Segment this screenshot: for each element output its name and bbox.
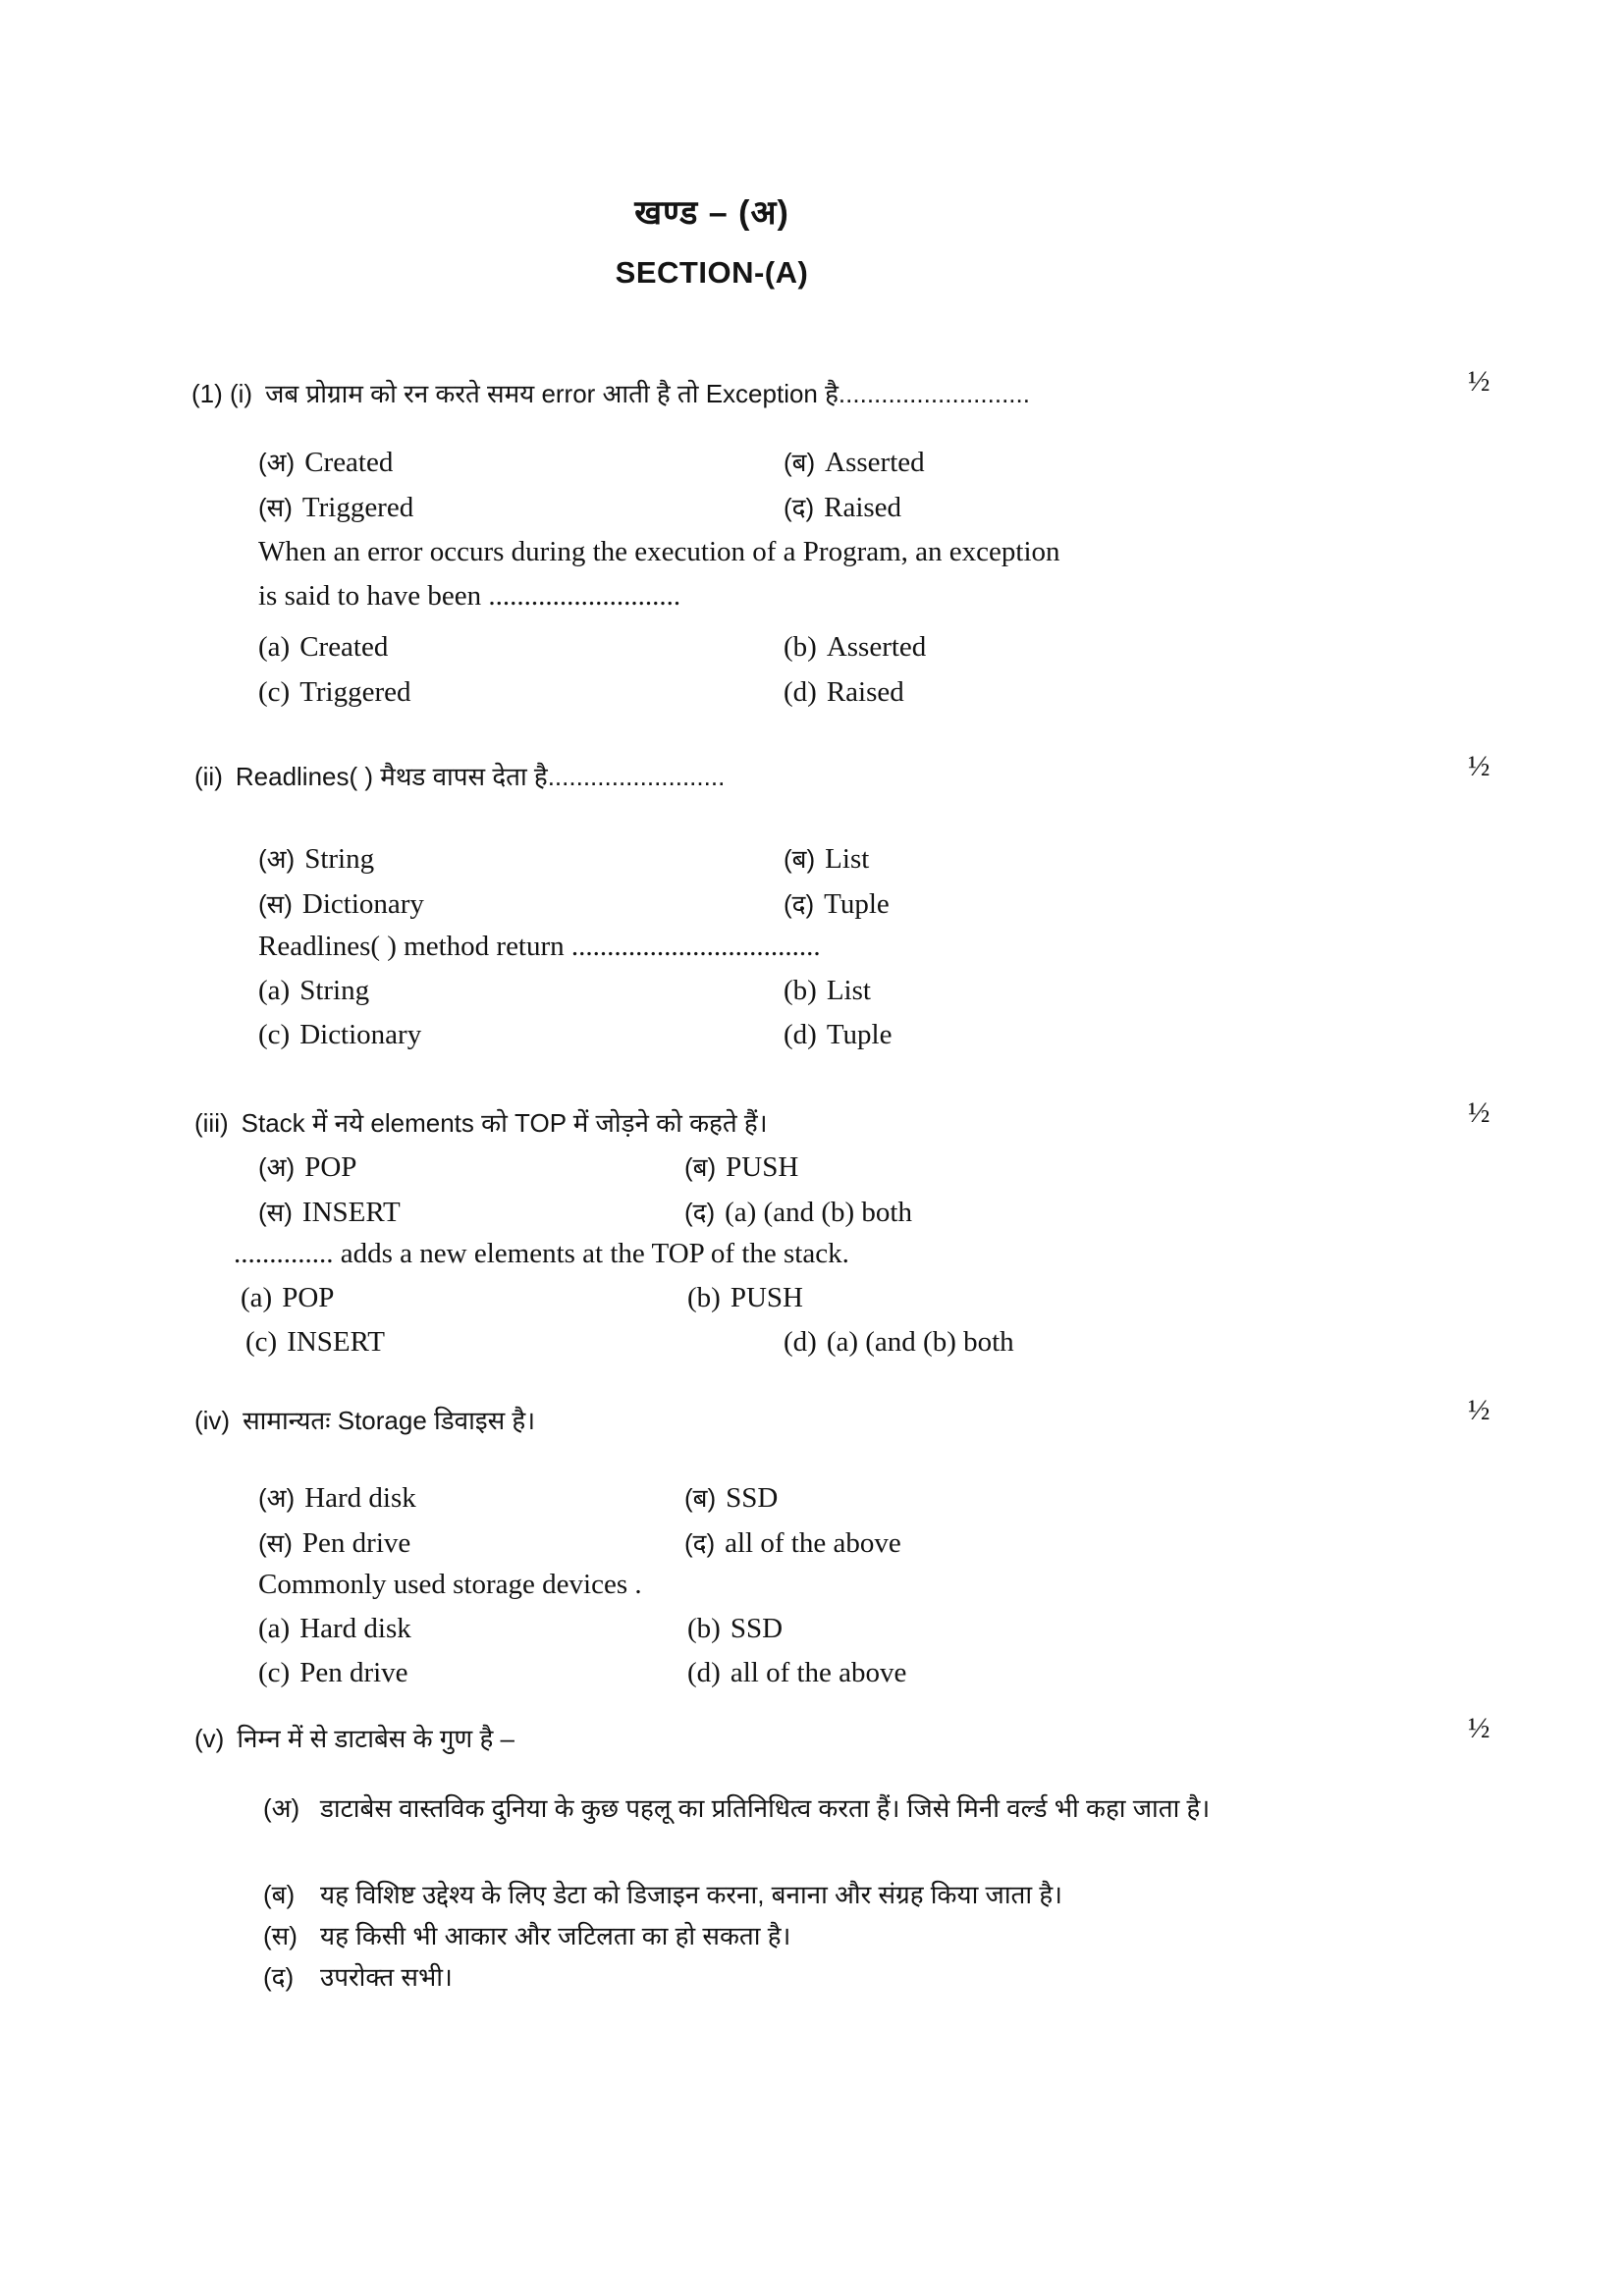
- option-label: (स): [258, 889, 293, 919]
- option-label: (c): [258, 1019, 291, 1050]
- option: [258, 885, 424, 921]
- option: [687, 1613, 783, 1645]
- option: [245, 1326, 385, 1359]
- option-label: (ब): [684, 1483, 717, 1513]
- option: [687, 1282, 803, 1314]
- question-4-label: (iv): [194, 1406, 231, 1435]
- question-2-header: [194, 758, 725, 793]
- option: [258, 489, 413, 524]
- option: [258, 1479, 416, 1515]
- option-text: यह किसी भी आकार और जटिलता का हो सकता है।: [320, 1921, 791, 1950]
- option-label: (अ): [258, 1152, 296, 1182]
- option-label: (a): [258, 631, 291, 663]
- option: [684, 1479, 778, 1515]
- option: [258, 1613, 411, 1645]
- option-label: (b): [687, 1613, 721, 1644]
- option-label: (d): [687, 1657, 721, 1688]
- option: [684, 1148, 798, 1184]
- option-label: (स): [263, 1921, 298, 1950]
- option-label: (ब): [684, 1152, 717, 1182]
- option-label: (स): [258, 1528, 293, 1558]
- option-text: INSERT: [287, 1326, 385, 1358]
- option-text: Tuple: [826, 1019, 893, 1050]
- option: [241, 1282, 334, 1314]
- option: [784, 489, 901, 524]
- question-4-marks: ½: [1468, 1394, 1490, 1426]
- option-text: Hard disk: [304, 1482, 416, 1514]
- option-label: (c): [258, 1657, 291, 1688]
- option: [258, 1194, 401, 1229]
- option: [784, 631, 926, 664]
- english-text-line: is said to have been ...........................: [258, 580, 681, 612]
- option-text: Dictionary: [299, 1019, 422, 1050]
- option: [687, 1657, 906, 1689]
- option-text: Dictionary: [301, 888, 424, 920]
- question-1-header: [191, 375, 1030, 410]
- option-label: (ब): [784, 448, 816, 477]
- option-label: (स): [258, 1198, 293, 1227]
- question-4-header: [194, 1402, 535, 1437]
- option: [258, 840, 374, 876]
- option-text: POP: [304, 1151, 357, 1183]
- option-text: Triggered: [301, 492, 414, 523]
- question-2-label: (ii): [194, 762, 223, 791]
- option: [263, 1914, 1490, 1958]
- english-text-line: When an error occurs during the execution of a Program, an exception: [258, 536, 1060, 567]
- option-label: (d): [784, 1326, 817, 1358]
- option-label: (d): [784, 676, 817, 708]
- option-text: String: [299, 975, 370, 1006]
- option-label: (c): [245, 1326, 278, 1358]
- option-text: SSD: [730, 1613, 784, 1644]
- option-label: (d): [784, 1019, 817, 1050]
- option-label: (स): [258, 493, 293, 522]
- option-text: डाटाबेस वास्तविक दुनिया के कुछ पहलू का प्रतिनिधित्व करता हैं। जिसे मिनी वर्ल्ड भी कहा जाता है।: [320, 1793, 1211, 1823]
- option-text: उपरोक्त सभी।: [320, 1962, 453, 1992]
- question-1-text: जब प्रोग्राम को रन करते समय error आती है तो Exception है...........................: [265, 379, 1030, 408]
- english-text-line: Commonly used storage devices .: [258, 1569, 642, 1600]
- english-text-line: Readlines( ) method return ...................................: [258, 931, 821, 962]
- option: [784, 1019, 892, 1051]
- section-title-english: SECTION-(A): [615, 255, 809, 290]
- option-label: (a): [258, 975, 291, 1006]
- option-label: (द): [263, 1962, 295, 1992]
- option-text: Pen drive: [299, 1657, 408, 1688]
- option: [784, 885, 890, 921]
- option-text: Raised: [826, 676, 904, 708]
- question-1-label: (1) (i): [191, 379, 253, 408]
- option-label: (b): [687, 1282, 721, 1313]
- option: [258, 444, 393, 479]
- option-label: (द): [684, 1198, 716, 1227]
- option-label: (a): [241, 1282, 273, 1313]
- option-text: INSERT: [301, 1197, 401, 1228]
- option: [258, 975, 369, 1007]
- question-5-marks: ½: [1468, 1712, 1490, 1744]
- option: [784, 1326, 1014, 1359]
- option-text: SSD: [726, 1482, 779, 1514]
- option-label: (b): [784, 975, 817, 1006]
- option: [784, 444, 925, 479]
- question-3-marks: ½: [1468, 1096, 1490, 1129]
- option-text: POP: [282, 1282, 335, 1313]
- option: [258, 676, 411, 709]
- option: [258, 1019, 421, 1051]
- english-text-line: .............. adds a new elements at the TOP of the stack.: [234, 1238, 849, 1269]
- option: [684, 1194, 912, 1229]
- question-3-header: [194, 1104, 768, 1140]
- option-text: (a) (and (b) both: [826, 1326, 1014, 1358]
- option: [263, 1787, 1490, 1831]
- option: [258, 1657, 408, 1689]
- option-label: (अ): [258, 1483, 296, 1513]
- option-text: Tuple: [824, 888, 890, 920]
- option-text: (a) (and (b) both: [725, 1197, 912, 1228]
- option-text: Created: [299, 631, 389, 663]
- option-text: Raised: [824, 492, 902, 523]
- option: [258, 1148, 356, 1184]
- question-1-marks: ½: [1468, 365, 1490, 398]
- option-label: (c): [258, 676, 291, 708]
- option-text: Asserted: [826, 631, 927, 663]
- option: [263, 1873, 1490, 1917]
- option-label: (अ): [258, 844, 296, 874]
- option-label: (द): [784, 493, 815, 522]
- option-label: (द): [684, 1528, 716, 1558]
- option-text: PUSH: [730, 1282, 803, 1313]
- question-5-label: (v): [194, 1724, 225, 1753]
- option: [684, 1524, 901, 1560]
- option: [258, 631, 388, 664]
- option-text: all of the above: [730, 1657, 907, 1688]
- option-text: List: [826, 975, 871, 1006]
- option: [258, 1524, 410, 1560]
- option-text: Triggered: [299, 676, 411, 708]
- option-label: (b): [784, 631, 817, 663]
- option-text: Created: [304, 447, 394, 478]
- option-text: Pen drive: [301, 1527, 411, 1559]
- option: [263, 1955, 1490, 2000]
- option-text: यह विशिष्ट उद्देश्य के लिए डेटा को डिजाइन करना, बनाना और संग्रह किया जाता है।: [320, 1880, 1062, 1909]
- section-title-hindi: खण्ड – (अ): [634, 194, 789, 232]
- option-label: (द): [784, 889, 815, 919]
- option-label: (ब): [263, 1880, 296, 1909]
- option-label: (ब): [784, 844, 816, 874]
- question-4-text: सामान्यतः Storage डिवाइस है।: [243, 1406, 536, 1435]
- question-3-label: (iii): [194, 1108, 229, 1138]
- option-text: List: [825, 843, 870, 875]
- option-text: PUSH: [726, 1151, 799, 1183]
- option: [784, 840, 869, 876]
- option: [784, 676, 904, 709]
- option-text: Asserted: [825, 447, 925, 478]
- question-5-header: [194, 1720, 514, 1755]
- option-label: (अ): [263, 1793, 300, 1823]
- question-2-marks: ½: [1468, 750, 1490, 782]
- question-2-text: Readlines( ) मैथड वापस देता है.........................: [235, 762, 726, 791]
- option-label: (a): [258, 1613, 291, 1644]
- option-label: (अ): [258, 448, 296, 477]
- question-3-text: Stack में नये elements को TOP में जोड़ने को कहते हैं।: [241, 1108, 768, 1138]
- option-text: all of the above: [725, 1527, 901, 1559]
- question-5-text: निम्न में से डाटाबेस के गुण है –: [237, 1724, 514, 1753]
- option-text: String: [304, 843, 375, 875]
- option-text: Hard disk: [299, 1613, 411, 1644]
- option: [784, 975, 871, 1007]
